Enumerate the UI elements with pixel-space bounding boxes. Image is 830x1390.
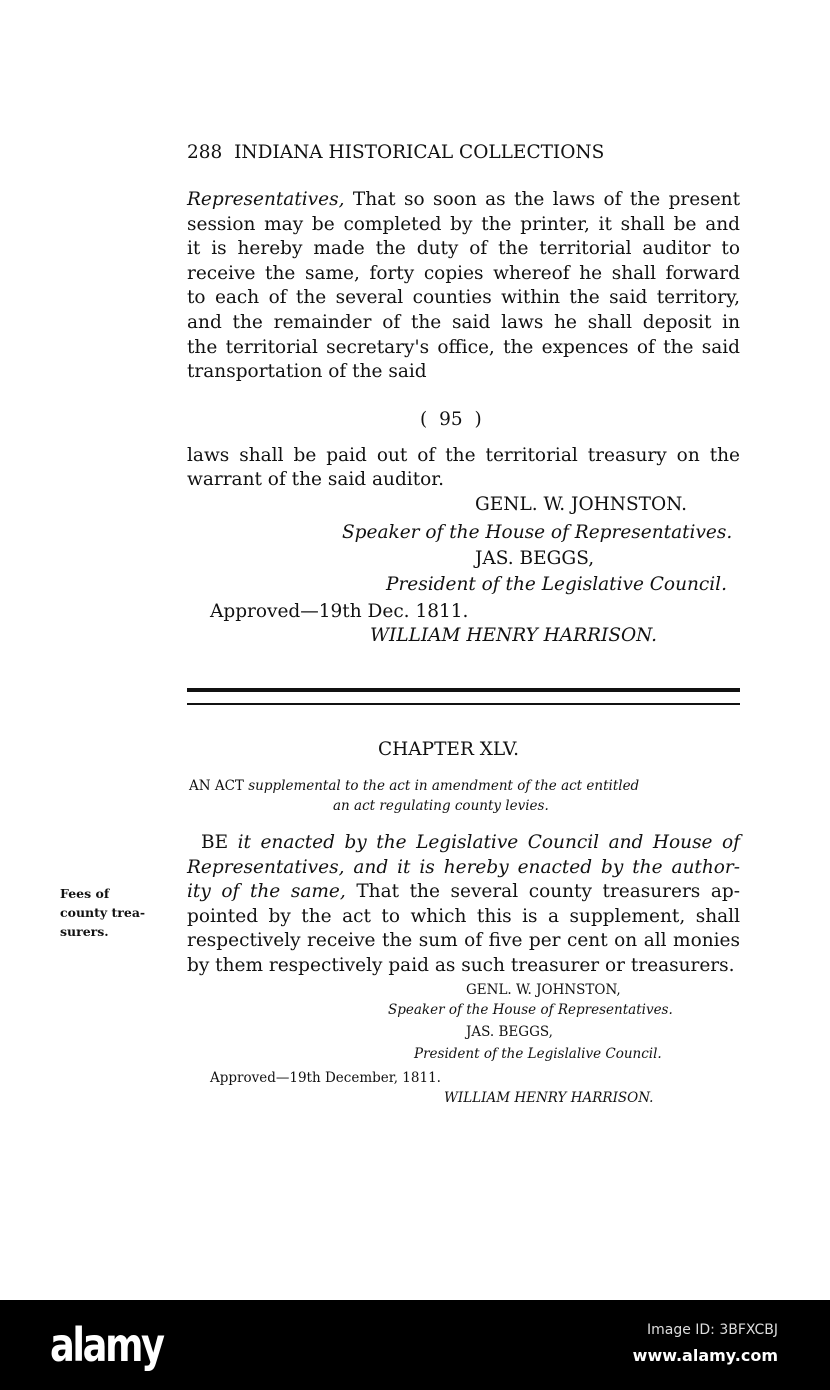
- act-title: AN ACT supplemental to the act in amendment of the act entitled: [189, 778, 640, 794]
- president-name: JAS. BEGGS,: [475, 548, 595, 569]
- approved-date: Approved—19th December, 1811.: [210, 1070, 441, 1086]
- text-line: [187, 857, 740, 879]
- speaker-name: GENL. W. JOHNSTON,: [466, 982, 621, 998]
- alamy-logo: alamy: [50, 1318, 163, 1372]
- chapter-title: CHAPTER XLV.: [378, 739, 520, 760]
- watermark-bar: [0, 1300, 830, 1390]
- text-line: [201, 832, 740, 854]
- speaker-title: Speaker of the House of Representatives.: [342, 522, 733, 543]
- president-title: President of the Legislative Council.: [386, 574, 727, 595]
- text-segment: by them respectively paid as such treasurer or treasurers.: [187, 954, 735, 976]
- image-id: Image ID: 3BFXCBJ: [646, 1322, 778, 1338]
- text-line: [187, 214, 740, 236]
- text-line: [187, 361, 427, 383]
- page-number: 288: [187, 142, 223, 163]
- text-segment: it is hereby made the duty of the territorial auditor to: [187, 238, 740, 260]
- margin-note-line: surers.: [60, 924, 109, 939]
- text-line: [187, 337, 740, 359]
- continuation-line: warrant of the said auditor.: [187, 469, 444, 490]
- text-segment: Representatives, and it is hereby enacted by the author-: [187, 856, 740, 878]
- text-line: [187, 287, 740, 309]
- text-segment: That so soon as the laws of the present: [344, 189, 740, 210]
- text-segment: receive the same, forty copies whereof he shall forward: [187, 262, 740, 284]
- header-title: INDIANA HISTORICAL COLLECTIONS: [234, 142, 605, 163]
- original-page-marker: ( 95 ): [420, 409, 482, 430]
- governor-signature: WILLIAM HENRY HARRISON.: [444, 1090, 654, 1106]
- text-line: [187, 955, 740, 977]
- text-line: [187, 906, 740, 928]
- thin-divider: [187, 703, 740, 705]
- text-segment: and the remainder of the said laws he shall deposit in: [187, 312, 740, 333]
- text-segment: Representatives,: [187, 189, 345, 210]
- speaker-title: Speaker of the House of Representatives.: [388, 1002, 673, 1018]
- text-line: [187, 263, 740, 285]
- text-segment: transportation of the said: [187, 361, 427, 383]
- text-segment: ity of the same,: [187, 881, 346, 902]
- text-segment: pointed by the act to which this is a supplement, shall: [187, 905, 740, 927]
- president-name: JAS. BEGGS,: [466, 1024, 553, 1040]
- margin-note: [60, 884, 145, 941]
- text-line: [187, 189, 740, 211]
- text-line: [187, 238, 740, 260]
- president-title: President of the Legislalive Council.: [414, 1046, 662, 1062]
- watermark-url: www.alamy.com: [632, 1346, 778, 1365]
- text-segment: the territorial secretary's office, the expences of the said: [187, 336, 740, 358]
- text-segment: BE: [201, 832, 229, 853]
- approved-date: Approved—19th Dec. 1811.: [210, 601, 469, 622]
- text-segment: That the several county treasurers ap-: [345, 881, 741, 902]
- text-segment: it enacted by the Legislative Council and House of: [228, 832, 740, 853]
- text-segment: session may be completed by the printer, it shall be and: [187, 213, 740, 235]
- speaker-name: GENL. W. JOHNSTON.: [475, 494, 688, 515]
- thick-divider: [187, 688, 740, 692]
- text-line: [187, 312, 740, 334]
- continuation-line: laws shall be paid out of the territorial treasury on the: [187, 445, 740, 466]
- margin-note-line: Fees of: [60, 886, 110, 901]
- act-title-line2: an act regulating county levies.: [333, 798, 549, 814]
- running-header: [187, 142, 671, 164]
- text-line: [187, 930, 740, 952]
- governor-signature: WILLIAM HENRY HARRISON.: [370, 625, 658, 646]
- text-segment: respectively receive the sum of five per cent on all monies: [187, 930, 740, 951]
- text-line: [187, 881, 740, 903]
- margin-note-line: county trea-: [60, 905, 146, 920]
- text-segment: to each of the several counties within the said territory,: [187, 287, 740, 309]
